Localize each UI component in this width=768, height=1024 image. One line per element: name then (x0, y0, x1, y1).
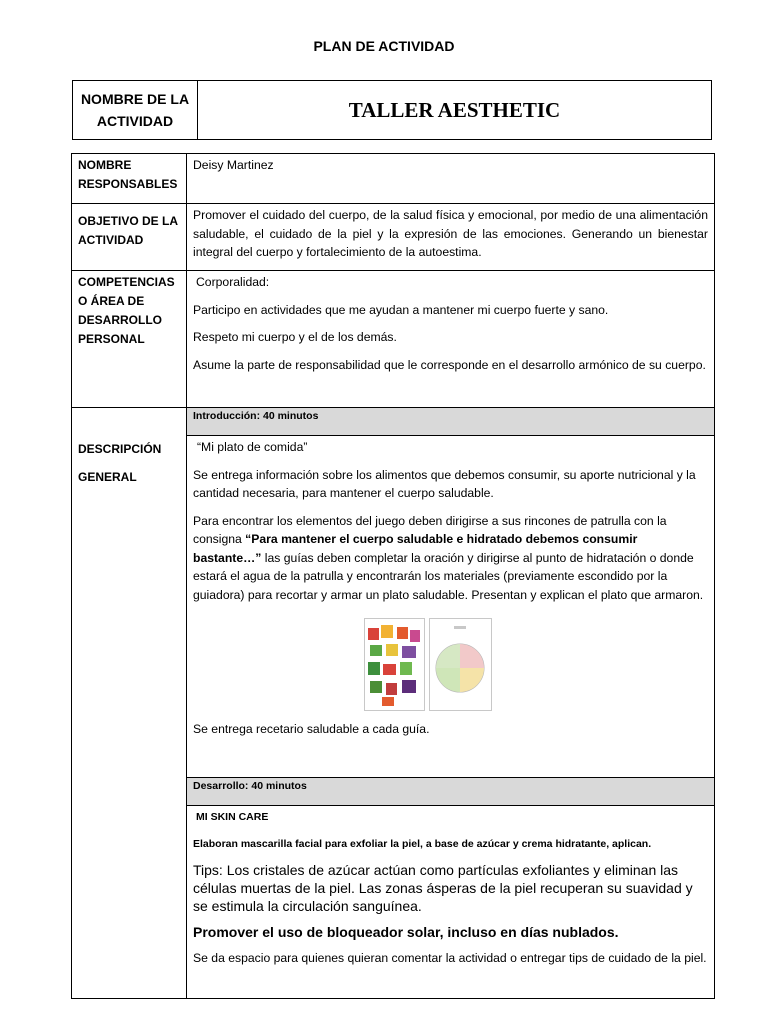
descripcion-label-line1: DESCRIPCIÓN (78, 442, 162, 456)
desarrollo-solar: Promover el uso de bloqueador solar, incluso en días nublados. (193, 924, 619, 940)
desarrollo-subtitle: Elaboran mascarilla facial para exfoliar la piel, a base de azúcar y crema hidratante, aplican. (193, 837, 652, 850)
competencias-label: COMPETENCIAS O ÁREA DE DESARROLLO PERSONAL (72, 271, 187, 408)
activity-plan-table (71, 153, 715, 999)
desarrollo-section-body (187, 806, 715, 999)
descripcion-label-line2: GENERAL (78, 470, 137, 484)
desarrollo-section-header: Desarrollo: 40 minutos (187, 778, 715, 806)
desarrollo-closing: Se da espacio para quienes quieran comentar la actividad o entregar tips de cuidado de la piel. (193, 951, 707, 965)
competencia-item: Respeto mi cuerpo y el de los demás. (193, 330, 397, 344)
objetivo-value: Promover el cuidado del cuerpo, de la salud física y emocional, por medio de una alimentación saludable, el cuidado de la piel y la expresión de las emociones. Generando un bienestar integral del cuerpo y fortalecimiento de la autoestima. (187, 204, 715, 271)
activity-name-table (72, 80, 712, 140)
activity-name-label: NOMBRE DE LA ACTIVIDAD (73, 81, 198, 140)
plate-cutout-illustration (364, 618, 494, 712)
intro-p2-bold: “Para mantener el cuerpo saludable e hidratado debemos consumir bastante…” (193, 532, 638, 565)
intro-paragraph-2 (193, 512, 708, 605)
healthy-plate-images (364, 618, 708, 712)
intro-title: “Mi plato de comida” (197, 440, 308, 454)
intro-p2-start: Para encontrar los elementos del juego deben dirigirse a sus rincones de patrulla con la consigna (193, 513, 667, 546)
intro-paragraph-3: Se entrega recetario saludable a cada guía. (193, 722, 430, 736)
intro-p2-end: las guías deben completar la oración y dirigirse al punto de hidratación o donde estará el agua de la patrulla y encontrarán los materiales (previamente escondido por la guiadora) para recortar y armar un plato saludable. Presentan y explican el plato que armaron. (193, 550, 704, 602)
responsables-label: NOMBRE RESPONSABLES (72, 154, 187, 204)
desarrollo-tips: Tips: Los cristales de azúcar actúan como partículas exfoliantes y eliminan las células muertas de la piel. Las zonas ásperas de la piel recuperan su suavidad y se estimula la circulación sanguínea. (193, 862, 693, 914)
desarrollo-title: MI SKIN CARE (196, 811, 269, 823)
document-title: PLAN DE ACTIVIDAD (313, 38, 455, 54)
intro-section-body (187, 436, 715, 778)
competencia-item: Participo en actividades que me ayudan a mantener mi cuerpo fuerte y sano. (193, 302, 609, 317)
descripcion-label (72, 408, 187, 999)
objetivo-label: OBJETIVO DE LA ACTIVIDAD (72, 204, 187, 271)
intro-section-header: Introducción: 40 minutos (187, 408, 715, 436)
intro-paragraph-1: Se entrega información sobre los alimentos que debemos consumir, su aporte nutricional y la cantidad necesaria, para mantener el cuerpo saludable. (193, 467, 696, 500)
competencias-value (187, 271, 715, 408)
competencia-item: Asume la parte de responsabilidad que le corresponde en el desarrollo armónico de su cuerpo. (193, 357, 706, 372)
activity-name-value: TALLER AESTHETIC (198, 81, 712, 140)
competencia-item: Corporalidad: (196, 275, 270, 289)
responsables-value: Deisy Martinez (187, 154, 715, 204)
